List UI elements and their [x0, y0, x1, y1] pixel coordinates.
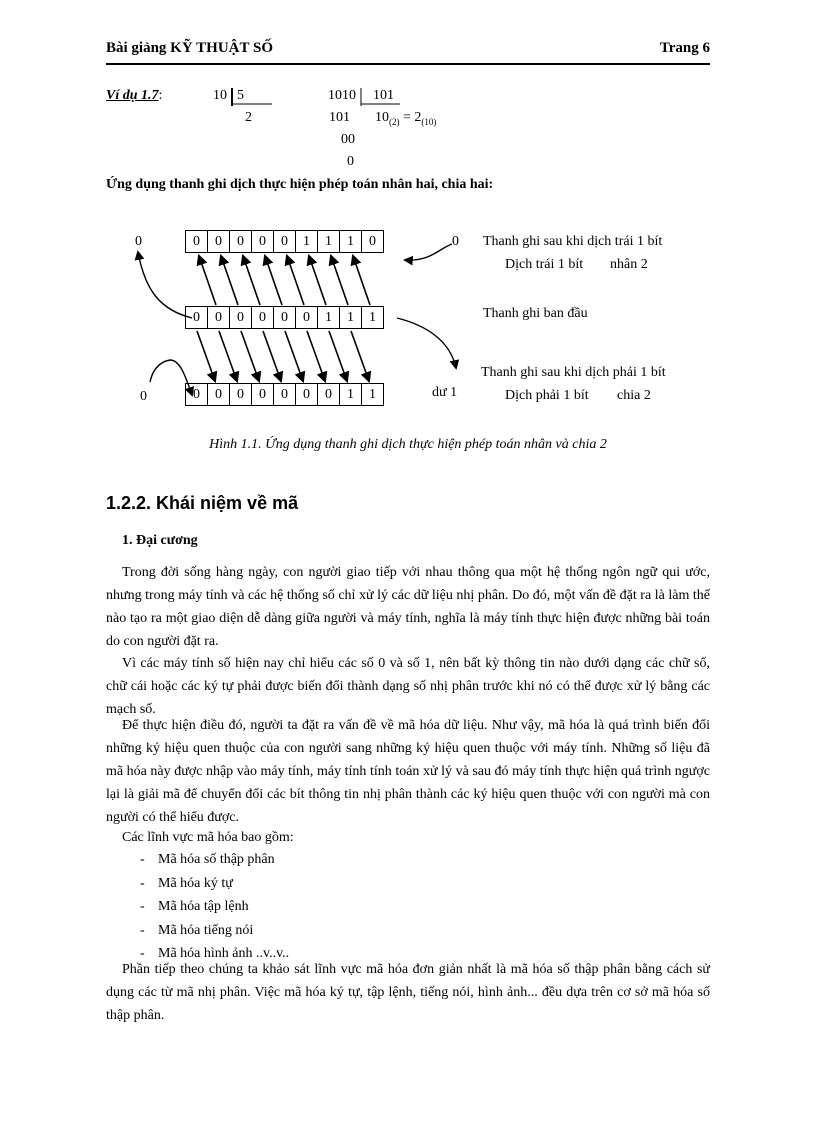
header-title: Bài giảng KỸ THUẬT SỐ: [106, 40, 273, 56]
shift-left-arrow: [243, 256, 260, 305]
final-paragraph: Phần tiếp theo chúng ta khảo sát lĩnh vực mã hóa đơn giản nhất là mã hóa số thập phân bằng cách sử dụng các từ mã nhị phân. Việc mã hóa ký tự, tập lệnh, tiếng nói, hình ảnh... đều dựa trên cơ sở mã hóa số thập phân.: [106, 962, 710, 1023]
shift-left-bit: 0: [208, 230, 230, 253]
paragraph-1: Trong đời sống hàng ngày, con người giao tiếp với nhau thông qua một hệ thống ngôn ngữ qui ước, nhưng trong máy tính và các hệ thống số chỉ xử lý các dữ liệu nhị phân. Do đó, một vấn đề đặt ra là làm thế nào tạo ra một giao diện dễ dàng giữa người và máy tính, nghĩa là máy tính thực hiện được những bài toán do con người đặt ra.: [106, 565, 710, 649]
register-row-shift-left: [185, 230, 384, 253]
shift-left-arrow: [221, 256, 238, 305]
shift-left-bit: 0: [252, 230, 274, 253]
shift-right-arrow: [241, 331, 259, 381]
coding-fields-list: [140, 848, 289, 966]
list-item: - Mã hóa tiếng nói: [140, 922, 254, 938]
shift-right-bit: 0: [186, 383, 208, 406]
initial-bit: 0: [252, 306, 274, 329]
label-shift-right-title: Thanh ghi sau khi dịch phải 1 bít: [481, 365, 666, 380]
initial-bit: 0: [296, 306, 318, 329]
initial-bit: 1: [318, 306, 340, 329]
list-item: - Mã hóa số thập phân: [140, 852, 275, 867]
top-right-in-bit: 0: [452, 234, 459, 249]
shift-left-bit: 0: [362, 230, 384, 253]
paragraph-2: Vì các máy tính số hiện nay chỉ hiểu các số 0 và số 1, nên bất kỳ thông tin nào dưới dạng các chữ số, chữ cái hoặc các ký tự phải được biến đổi thành dạng số nhị phân trước khi nó có thể được xử lý bằng các mạch số.: [106, 656, 710, 717]
bin-step2: 00: [341, 132, 355, 147]
section-subtitle: 1. Đại cương: [122, 533, 198, 548]
shift-right-arrow: [263, 331, 281, 381]
example-label: Ví dụ 1.7:: [106, 88, 163, 103]
shift-right-bit: 0: [208, 383, 230, 406]
label-shift-left-op: Dịch trái 1 bít: [505, 257, 584, 272]
shift-right-arrow: [219, 331, 237, 381]
page-number: Trang 6: [659, 40, 710, 56]
shift-left-bit: 0: [230, 230, 252, 253]
bin-step1: 101: [329, 110, 350, 125]
top-left-out-arrow: [138, 252, 192, 318]
shift-right-bit: 0: [252, 383, 274, 406]
bin-dividend: 1010: [328, 88, 356, 103]
shift-register-heading: Ứng dụng thanh ghi dịch thực hiện phép toán nhân hai, chia hai:: [106, 177, 494, 192]
initial-bit: 1: [340, 306, 362, 329]
register-row-initial: [185, 306, 384, 329]
shift-left-bit: 0: [274, 230, 296, 253]
shift-right-bit: 0: [318, 383, 340, 406]
list-item: - Mã hóa hình ảnh ..v..v..: [140, 946, 290, 961]
shift-left-arrow: [199, 256, 216, 305]
label-shift-right-op: Dịch phải 1 bít: [505, 388, 589, 403]
paragraph-4: Các lĩnh vực mã hóa bao gồm:: [122, 830, 294, 845]
dec-divisor: 5: [237, 88, 244, 103]
top-right-in-arrow: [405, 244, 452, 260]
initial-bit: 0: [274, 306, 296, 329]
top-left-out-bit: 0: [135, 234, 142, 249]
shift-left-arrow: [353, 256, 370, 305]
label-shift-left-title: Thanh ghi sau khi dịch trái 1 bít: [483, 234, 663, 249]
shift-left-bit: 1: [318, 230, 340, 253]
shift-left-arrow: [265, 256, 282, 305]
shift-right-arrow: [197, 331, 215, 381]
remainder-label: dư 1: [432, 385, 458, 400]
section-title: 1.2.2. Khái niệm về mã: [106, 493, 299, 513]
shift-right-bit: 0: [230, 383, 252, 406]
shift-right-bit: 0: [296, 383, 318, 406]
bottom-left-in-bit: 0: [140, 389, 147, 404]
dec-quotient: 2: [245, 110, 252, 125]
bin-step3: 0: [347, 154, 354, 169]
initial-bit: 0: [186, 306, 208, 329]
paragraph-3: Để thực hiện điều đó, người ta đặt ra vấn đề về mã hóa dữ liệu. Như vậy, mã hóa là quá trình biến đổi những ký hiệu quen thuộc của con người sang những ký hiệu quen thuộc với máy tính. Những số liệu đã mã hóa này được nhập vào máy tính, máy tính tính toán xử lý và sau đó máy tính thực hiện quá trình ngược lại là giải mã để chuyển đổi các bít thông tin nhị phân thành các ký hiệu quen thuộc với con người mà con người có thể hiểu được.: [106, 718, 710, 825]
shift-right-bit: 1: [362, 383, 384, 406]
shift-left-arrow: [309, 256, 326, 305]
initial-bit: 0: [208, 306, 230, 329]
label-initial: Thanh ghi ban đầu: [483, 306, 588, 321]
label-divide: chia 2: [617, 388, 651, 403]
shift-right-arrow: [329, 331, 347, 381]
shift-left-arrow: [331, 256, 348, 305]
shift-left-arrow: [287, 256, 304, 305]
bin-quotient: $10_{(2)} = 2_{(10)}$: [375, 110, 437, 127]
shift-right-arrow: [307, 331, 325, 381]
list-item: - Mã hóa ký tự: [140, 875, 233, 891]
shift-left-bit: 0: [186, 230, 208, 253]
figure-caption: Hình 1.1. Ứng dụng thanh ghi dịch thực hiện phép toán nhân và chia 2: [209, 437, 607, 452]
label-multiply: nhân 2: [610, 257, 648, 272]
remainder-arrow: [397, 318, 456, 368]
shift-left-bit: 1: [296, 230, 318, 253]
shift-right-bit: 1: [340, 383, 362, 406]
shift-right-bit: 0: [274, 383, 296, 406]
initial-bit: 0: [230, 306, 252, 329]
bin-divisor: 101: [373, 88, 394, 103]
initial-bit: 1: [362, 306, 384, 329]
list-item: - Mã hóa tập lệnh: [140, 899, 249, 914]
shift-left-bit: 1: [340, 230, 362, 253]
dec-dividend: 10: [213, 88, 227, 103]
register-row-shift-right: [185, 383, 384, 406]
shift-right-arrow: [285, 331, 303, 381]
shift-right-arrow: [351, 331, 369, 381]
